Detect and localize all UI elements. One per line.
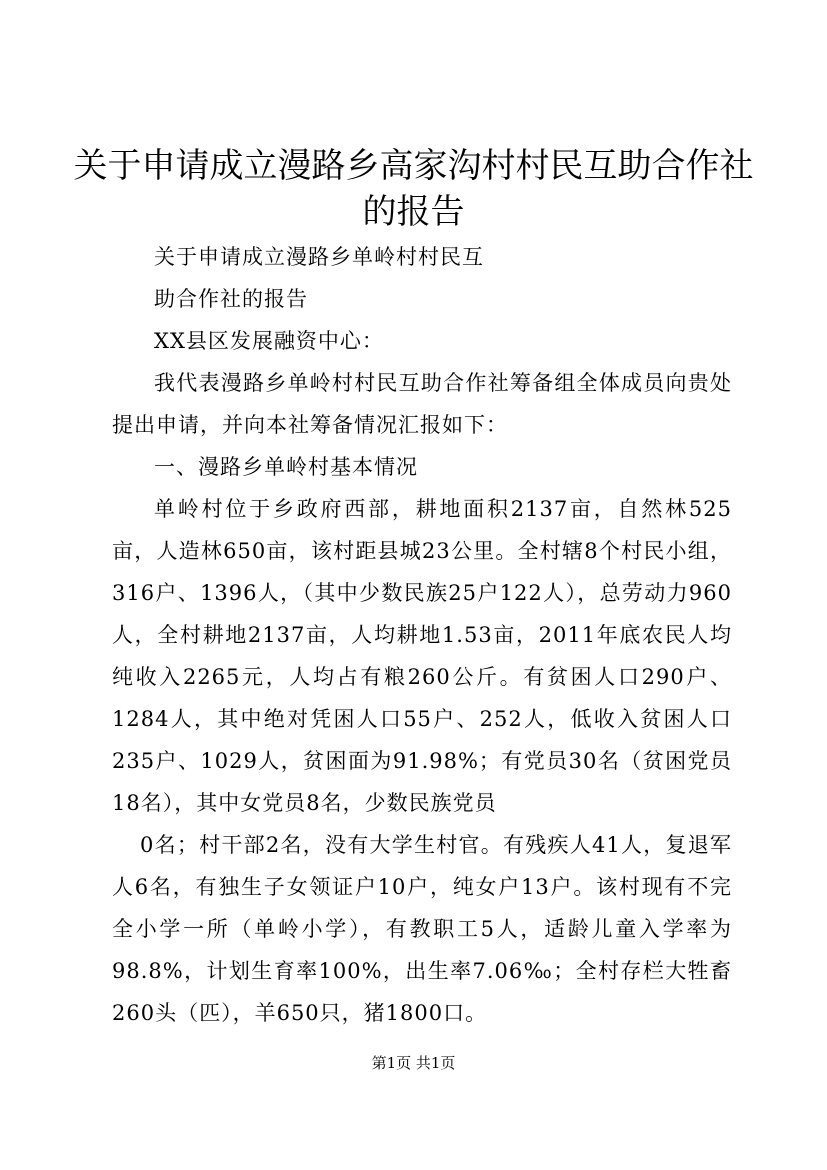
village-info-continued: 0名；村干部2名，没有大学生村官。有残疾人41人，复退军人6名，有独生子女领证户10户，纯女户13户。该村现有不完全小学一所（单岭小学），有教职工5人，适龄儿童入学率为98.8%，计划生育率100%，出生率7.06‰；全村存栏大牲畜260头（匹），羊650只，猪1800口。 <box>112 833 732 1025</box>
title-line-1: 关于申请成立漫路乡高家沟村村民互助合作社 <box>73 146 754 186</box>
document-body <box>112 236 732 1034</box>
salutation: XX县区发展融资中心： <box>154 329 384 353</box>
document-title <box>0 143 827 235</box>
village-info-paragraph: 单岭村位于乡政府西部，耕地面积2137亩，自然林525亩，人造林650亩，该村距县城23公里。全村辖8个村民小组，316户、1396人，（其中少数民族25户122人），总劳动力960人，全村耕地2137亩，人均耕地1.53亩，2011年底农民人均纯收入2265元，人均占有粮260公斤。有贫困人口290户、1284人，其中绝对凭困人口55户、252人，低收入贫困人口235户、1029人，贫困面为91.98%；有党员30名（贫困党员18名），其中女党员8名，少数民族党员 <box>112 497 732 815</box>
section-heading: 一、漫路乡单岭村基本情况 <box>154 455 418 479</box>
page-footer: 第1页 共1页 <box>371 1054 456 1072</box>
subtitle-line-2: 助合作社的报告 <box>154 287 308 311</box>
intro-paragraph: 我代表漫路乡单岭村村民互助合作社筹备组全体成员向贵处提出申请，并向本社筹备情况汇报如下： <box>112 371 732 437</box>
title-line-2: 的报告 <box>362 192 465 232</box>
subtitle-line-1: 关于申请成立漫路乡单岭村村民互 <box>154 245 484 269</box>
